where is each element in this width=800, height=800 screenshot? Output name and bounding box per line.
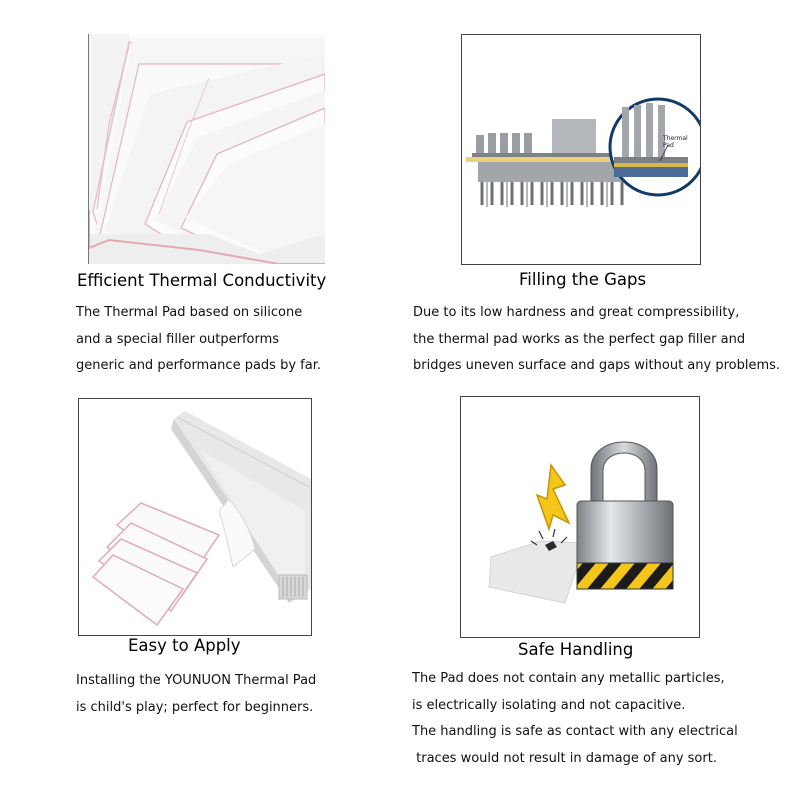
section-heading-safe-handling: Safe Handling — [518, 640, 634, 659]
text-line: is child's play; perfect for beginners. — [76, 699, 314, 715]
section-heading-easy-apply: Easy to Apply — [128, 636, 241, 655]
section-heading-thermal-conductivity: Efficient Thermal Conductivity — [77, 271, 327, 290]
text-line: Installing the YOUNUON Thermal Pad — [76, 673, 317, 688]
text-line: Due to its low hardness and great compressibility, — [413, 305, 740, 320]
section-text-filling-gaps — [413, 300, 780, 380]
thermal-pad-callout-label: Thermal Pad — [663, 135, 688, 149]
text-line: traces would not result in damage of any sort. — [412, 750, 717, 766]
thermal-pad-stack-image — [88, 34, 325, 264]
padlock-lightning-image — [460, 396, 700, 638]
text-line: The handling is safe as contact with any electrical — [412, 724, 738, 739]
text-line: is electrically isolating and not capacitive. — [412, 697, 686, 713]
heatsink-gap-image — [461, 34, 701, 265]
heatsink-applied-pads-image — [78, 398, 312, 636]
section-text-easy-apply — [76, 668, 316, 721]
text-line: generic and performance pads by far. — [76, 358, 321, 373]
text-line: The Thermal Pad based on silicone — [76, 305, 303, 320]
text-line: and a special filler outperforms — [76, 331, 280, 347]
section-text-thermal-conductivity — [76, 300, 321, 380]
section-heading-filling-gaps: Filling the Gaps — [519, 270, 647, 289]
section-text-safe-handling — [412, 666, 738, 772]
text-line: the thermal pad works as the perfect gap filler and — [413, 331, 746, 347]
text-line: The Pad does not contain any metallic particles, — [412, 671, 725, 686]
text-line: bridges uneven surface and gaps without any problems. — [413, 358, 781, 373]
